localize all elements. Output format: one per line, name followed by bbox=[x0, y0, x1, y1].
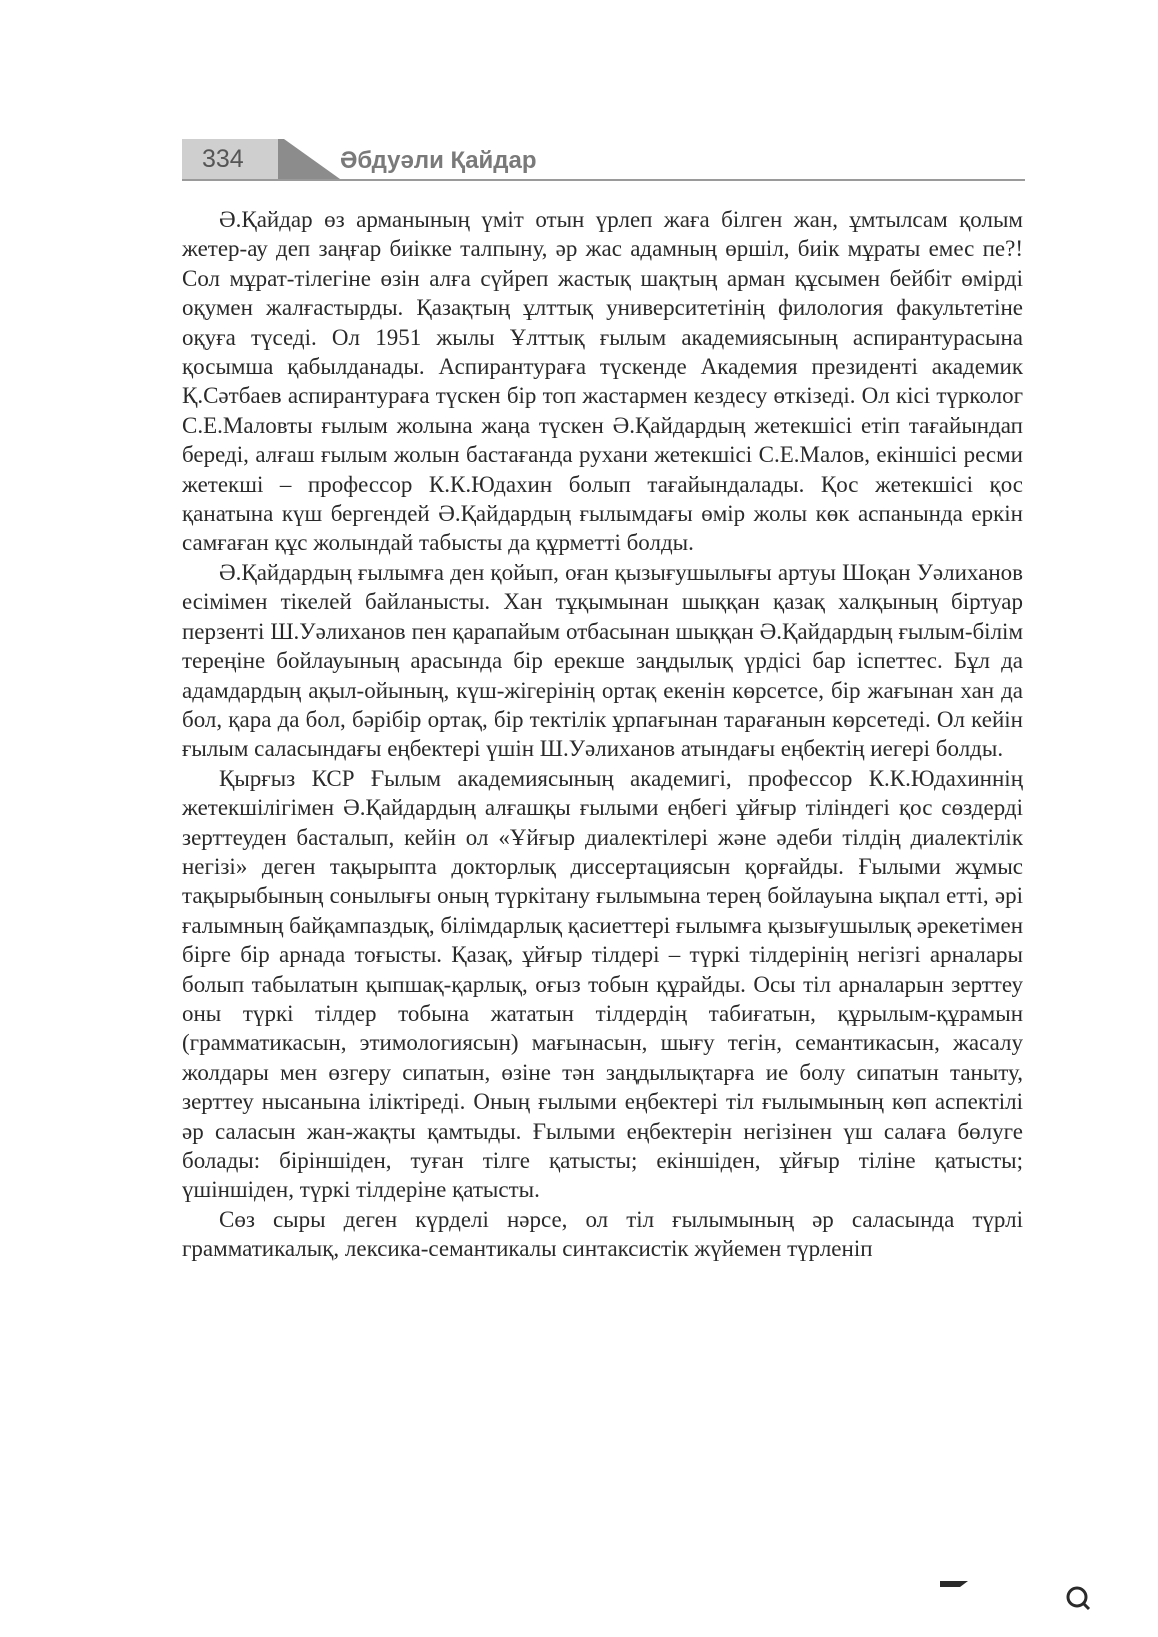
page-number: 334 bbox=[202, 145, 244, 173]
paragraph: Ә.Қайдардың ғылымға ден қойып, оған қызығушылығы артуы Шоқан Уәлиханов есімімен тікелей байланысты. Хан тұқымынан шыққан қазақ халқының біртуар перзенті Ш.Уәлиханов пен қарапайым отбасынан шыққан Ә.Қайдардың ғылым-білім тереңіне бойлауының арасында бір ерекше заңдылық үрдісі бар іспеттес. Бұл да адамдардың ақыл-ойының, күш-жігерінің ортақ екенін көрсетсе, бір жағынан хан да бол, қара да бол, бәрібір ортақ, бір тектілік ұрпағынан тарағанын көрсетеді. Ол кейін ғылым саласындағы еңбектері үшін Ш.Уәлиханов атындағы еңбектің иегері болды. bbox=[182, 559, 1023, 762]
header-tab-slope bbox=[278, 139, 344, 179]
paragraph: Қырғыз КСР Ғылым академиясының академигі, профессор К.К.Юдахиннің жетекшілігімен Ә.Қайдардың алғашқы ғылыми еңбегі ұйғыр тіліндегі қос сөздерді зерттеуден басталып, кейін ол «Ұйғыр диалектілері және әдеби тілдің диалектілік негізі» деген тақырыпта докторлық диссертациясын қорғайды. Ғылыми жұмыс тақырыбының сонылығы оның түркітану ғылымына терең бойлауына ықпал етті, әрі ғалымның байқампаздық, білімдарлық қасиеттері ғылымға қызығушылық әрекетімен бірге бір арнада тоғысты. Қазақ, ұйғыр тілдері – түркі тілдерінің негізгі арналары болып табылатын қыпшақ-қарлық, оғыз тобын құрайды. Осы тіл арналарын зерттеу оны түркі тілдер тобына жататын тілдердің табиғатын, құрылым-құрамын (грамматикасын, этимологиясын) мағынасын, шығу тегін, семантикасын, жасалу жолдары мен өзгеру сипатын, өзіне тән заңдылықтарға ие болу сипатын таныту, зерттеу нысанына іліктіреді. Оның ғылыми еңбектері тіл ғылымының көп аспектілі әр саласын жан-жақты қамтыды. Ғылыми еңбектерін негізінен үш салаға бөлуге болады: біріншіден, туған тілге қатысты; екіншіден, ұйғыр тіліне қатысты; үшіншіден, түркі тілдеріне қатысты. bbox=[182, 765, 1023, 1203]
header-rule bbox=[182, 179, 1025, 181]
paragraph: Ә.Қайдар өз арманының үміт отын үрлеп жаға білген жан, ұмтылсам қолым жетер-ау деп заңғар биікке талпыну, әр жас адамның өршіл, биік мұраты емес пе?! Сол мұрат-тілегіне өзін алға сүйреп жастық шақтың арман құсымен бейбіт өмірді оқумен жалғастырды. Қазақтың ұлттық университетінің филология факультетіне оқуға түседі. Ол 1951 жылы Ұлттық ғылым академиясының аспирантурасына қосымша қабылданады. Аспирантураға түскенде Академия президенті академик Қ.Сәтбаев аспирантураға түскен бір топ жастармен кездесу өткізеді. Ол кісі түрколог С.Е.Маловты ғылым жолына жаңа түскен Ә.Қайдардың жетекшісі етіп тағайындап береді, алғаш ғылым жолын бастағанда рухани жетекшісі С.Е.Малов, екіншісі ресми жетекші – профессор К.К.Юдахин болып тағайындалады. Қос жетекшісі қос қанатына күш бергендей Ә.Қайдардың ғылымдағы өмір жолы көк аспанында еркін самғаған құс жолындай табысты да құрметті болды. bbox=[182, 207, 1023, 556]
watermark-text bbox=[940, 1577, 1152, 1613]
termincom-logo bbox=[940, 1575, 1150, 1619]
running-header bbox=[182, 139, 1025, 187]
running-header-author: Әбдуәли Қайдар bbox=[340, 147, 537, 174]
paragraph: Сөз сыры деген күрделі нәрсе, ол тіл ғылымының әр саласында түрлі грамматикалық, лексика-семантикалы синтаксистік жүйемен түрленіп bbox=[182, 1206, 1023, 1262]
body-text bbox=[182, 205, 1023, 1264]
page-number-tab bbox=[182, 139, 279, 179]
